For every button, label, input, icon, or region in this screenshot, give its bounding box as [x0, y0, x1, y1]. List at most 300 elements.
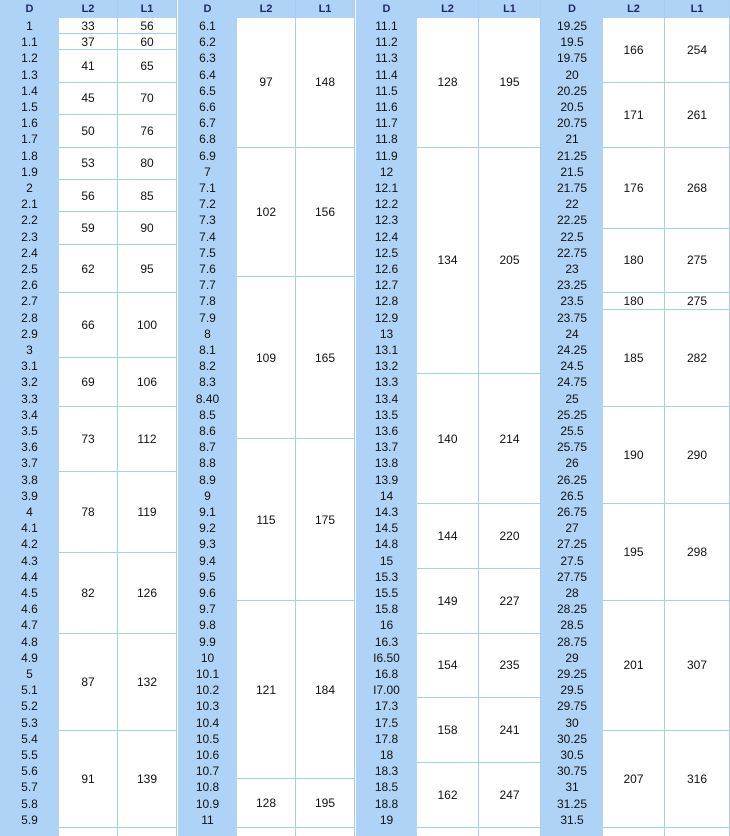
d-value: 9.8 [199, 618, 216, 633]
d-value: 4.6 [21, 602, 38, 617]
l1-value [118, 634, 176, 731]
l1-header: L1 [665, 0, 729, 18]
d-value: 9.1 [199, 505, 216, 519]
l2-value [237, 779, 295, 828]
l2-text: 180 [623, 293, 644, 308]
l1-column [296, 0, 355, 836]
d-value: 8.2 [199, 359, 216, 374]
l2-text: 185 [623, 350, 644, 365]
l1-header: L1 [296, 0, 354, 18]
l2-value [237, 148, 295, 278]
d-value: 7.4 [199, 229, 216, 244]
l1-value [296, 601, 354, 779]
d-value: 5.9 [21, 812, 38, 827]
l1-text: 307 [686, 658, 708, 673]
d-value: I6.50 [373, 650, 400, 665]
d-value: 15.3 [374, 569, 399, 584]
d-value: 4.2 [21, 537, 38, 552]
l2-header: L2 [237, 0, 295, 18]
l2-value [59, 293, 117, 358]
l2-text: 45 [81, 91, 95, 106]
l1-column [479, 0, 541, 836]
l2-value [59, 472, 117, 553]
l1-text: 220 [499, 528, 520, 543]
l2-value [59, 407, 117, 472]
d-value: 3.1 [21, 359, 38, 374]
l1-value [118, 407, 176, 472]
l1-text: 235 [499, 658, 520, 673]
l2-text: 171 [623, 107, 644, 122]
l1-text: 205 [499, 253, 520, 268]
d-value: 1.6 [21, 116, 38, 131]
l1-text: 175 [314, 512, 336, 527]
d-value: I7.00 [373, 683, 400, 698]
l2-value [59, 634, 117, 731]
d-value: 28.25 [556, 602, 588, 617]
l1-value [118, 34, 176, 50]
d-value: 13.5 [374, 407, 399, 422]
l2-value [417, 374, 478, 504]
l2-text: 180 [623, 253, 644, 268]
l2-text: 59 [81, 221, 95, 236]
d-header: D [541, 0, 603, 18]
d-value: 24 [565, 326, 579, 341]
l1-value [479, 374, 540, 504]
d-value: 8.40 [195, 391, 220, 406]
d-value: 5 [26, 667, 33, 681]
d-value: 21 [565, 132, 579, 147]
d-value: 19.25 [556, 19, 588, 33]
l1-value [665, 293, 729, 309]
d-value: 28.75 [556, 634, 588, 649]
l2-text: 166 [623, 42, 644, 57]
d-value: 31 [565, 780, 579, 795]
d-value: 23 [565, 262, 579, 276]
d-value: 24.25 [556, 343, 588, 357]
l2-text: 201 [623, 658, 644, 673]
d-value: 3.6 [21, 440, 38, 455]
l2-value [603, 504, 664, 601]
d-value: 2.1 [21, 197, 38, 212]
d-value: 13.9 [374, 472, 399, 487]
l2-text: 87 [81, 674, 95, 689]
d-value: 24.75 [556, 375, 588, 390]
d-header: D [356, 0, 417, 18]
l2-text: 97 [259, 75, 273, 90]
l1-text: 275 [686, 253, 708, 268]
d-value: 19.75 [556, 51, 588, 66]
l1-value [118, 115, 176, 147]
l1-text: 76 [140, 123, 154, 138]
d-value: 26.25 [556, 472, 588, 487]
d-value: 29.75 [556, 699, 588, 714]
d-value: 1 [26, 19, 33, 33]
l2-value [237, 18, 295, 148]
d-value: 26.5 [560, 488, 584, 503]
d-value: 1.5 [21, 100, 38, 114]
l1-text: 261 [686, 107, 708, 122]
d-value: 8.7 [199, 440, 216, 455]
d-value: 7.9 [199, 310, 216, 325]
l2-column [603, 0, 665, 836]
l1-text: 65 [140, 59, 154, 74]
d-value: 7.7 [199, 278, 216, 293]
d-value: 5.3 [21, 715, 38, 730]
l1-text: 148 [314, 75, 336, 90]
l1-text: 132 [136, 674, 158, 689]
d-value: 12.1 [374, 181, 399, 195]
d-value: 9.3 [199, 537, 216, 552]
l2-column [237, 0, 296, 836]
d-value: 26 [565, 456, 579, 471]
l2-value [237, 601, 295, 779]
d-column [178, 0, 237, 836]
l2-text: 176 [623, 180, 644, 195]
d-value: 30.5 [560, 748, 584, 762]
l2-value [59, 245, 117, 294]
l2-value [417, 634, 478, 699]
l2-value [417, 504, 478, 569]
d-value: 4 [26, 505, 33, 519]
d-value: 5.6 [21, 764, 38, 779]
l2-text: 207 [623, 771, 644, 786]
d-value: 10.1 [195, 667, 220, 681]
l1-text: 70 [140, 91, 154, 106]
l2-text: 33 [81, 18, 95, 33]
d-value: 2.5 [21, 262, 38, 276]
l2-column [417, 0, 479, 836]
l1-text: 282 [686, 350, 708, 365]
d-value: 10.2 [195, 683, 220, 698]
d-value: 13.1 [374, 343, 399, 357]
d-value: 31.5 [560, 812, 584, 827]
d-value: 6.6 [199, 100, 216, 114]
d-value: 22.75 [556, 245, 588, 260]
d-value: 3.5 [21, 424, 38, 438]
d-value: 24.5 [560, 359, 584, 374]
d-value: 1.4 [21, 83, 38, 98]
d-value: 16 [379, 618, 394, 633]
d-value: 25.75 [556, 440, 588, 455]
l2-header: L2 [59, 0, 117, 18]
l2-value [59, 358, 117, 407]
d-header: D [178, 0, 237, 18]
d-value: 5.4 [21, 731, 38, 746]
l1-text: 241 [499, 723, 520, 738]
d-value: 3.2 [21, 375, 38, 390]
l2-text: 82 [81, 585, 95, 600]
l2-value [59, 115, 117, 147]
d-value: 7.2 [199, 197, 216, 212]
d-value: 4.8 [21, 634, 38, 649]
d-value: 13.4 [374, 391, 399, 406]
d-value: 1.1 [21, 35, 38, 50]
d-value: 22.5 [560, 229, 584, 244]
d-value: 4.7 [21, 618, 38, 633]
l1-header: L1 [479, 0, 540, 18]
l1-value [118, 212, 176, 244]
d-value: 8.8 [199, 456, 216, 471]
d-value: 7.1 [199, 181, 216, 195]
l1-column [118, 0, 177, 836]
l2-text: 56 [81, 188, 95, 203]
d-value: 27.75 [556, 569, 588, 584]
d-value: 9.2 [199, 521, 216, 536]
l2-value [59, 553, 117, 634]
d-value: 2.2 [21, 213, 38, 228]
d-value: 22.25 [556, 213, 588, 228]
d-value: 4.3 [21, 553, 38, 568]
l2-value [417, 763, 478, 828]
d-column [0, 0, 59, 836]
l2-value [603, 293, 664, 309]
d-value: 8.3 [199, 375, 216, 390]
d-value: 11.8 [375, 132, 398, 147]
l1-text: 195 [314, 796, 336, 811]
l2-text: 115 [256, 512, 276, 527]
l2-value [59, 34, 117, 50]
l2-text: 190 [623, 447, 644, 462]
d-value: 14.5 [374, 521, 399, 536]
d-value: 18 [379, 748, 394, 762]
d-value: 7.8 [199, 294, 216, 309]
d-value: 6.5 [199, 83, 216, 98]
d-value: 12.5 [374, 245, 399, 260]
d-value: 11.6 [375, 100, 398, 114]
l1-value [118, 50, 176, 82]
l1-text: 195 [499, 75, 520, 90]
l2-text: 41 [81, 59, 95, 74]
d-value: 20.75 [556, 116, 588, 131]
d-value: 3.8 [21, 472, 38, 487]
d-value: 8.6 [199, 424, 216, 438]
d-value: 9 [204, 488, 211, 503]
l1-value [118, 148, 176, 180]
d-value: 9.6 [199, 586, 216, 600]
d-value: 2.4 [21, 245, 38, 260]
d-value: 17.5 [374, 715, 399, 730]
l2-text: 128 [437, 75, 458, 90]
d-value: 6.4 [199, 67, 216, 82]
l1-text: 298 [686, 545, 708, 560]
d-value: 30.75 [556, 764, 588, 779]
l2-value [603, 229, 664, 294]
d-value: 12.2 [374, 197, 399, 212]
d-value: 21.5 [560, 164, 584, 179]
d-value: 29 [565, 650, 579, 665]
l1-value [296, 779, 354, 828]
l2-value [603, 83, 664, 148]
d-value: 9.9 [199, 634, 216, 649]
d-value: 12.4 [374, 229, 399, 244]
l2-value [603, 310, 664, 407]
d-value: 13.8 [374, 456, 399, 471]
d-value: 4.5 [21, 586, 38, 600]
l1-value [665, 504, 729, 601]
d-value: 8.9 [199, 472, 216, 487]
l2-text: 53 [81, 156, 95, 171]
l2-text: 121 [255, 682, 277, 697]
d-value: 9.7 [199, 602, 216, 617]
l2-text: 78 [81, 504, 95, 519]
d-value: 12.6 [374, 262, 399, 276]
d-value: 12.8 [374, 294, 399, 309]
l1-value [118, 553, 176, 634]
l1-value [296, 148, 354, 278]
l1-value [665, 148, 729, 229]
d-value: 10.3 [195, 699, 220, 714]
d-value: 6.3 [199, 51, 216, 66]
l2-value [59, 180, 117, 212]
d-value: 27.5 [560, 553, 584, 568]
d-value: 5.1 [21, 683, 38, 698]
l1-text: 100 [136, 318, 158, 333]
l1-value [479, 504, 540, 569]
d-value: 19.5 [560, 35, 584, 50]
d-value: 6.7 [199, 116, 216, 131]
d-value: 25 [565, 391, 579, 406]
l1-value [118, 358, 176, 407]
l1-column [665, 0, 730, 836]
l2-value [237, 277, 295, 439]
l1-text: 214 [499, 431, 520, 446]
l1-value [665, 601, 729, 731]
d-value: 3.3 [21, 391, 38, 406]
d-value: 20 [565, 67, 579, 82]
d-value: 27 [565, 521, 579, 536]
l1-value [118, 180, 176, 212]
d-value: 6.2 [199, 35, 216, 50]
d-value: 10.8 [195, 780, 220, 795]
l2-column [59, 0, 118, 836]
d-value: 29.5 [560, 683, 584, 698]
l1-value [665, 407, 729, 504]
d-value: 3.7 [21, 456, 38, 471]
d-value: 12.9 [374, 310, 399, 325]
d-value: 11.5 [375, 83, 398, 98]
d-value: 22 [565, 197, 579, 212]
d-value: 27.25 [556, 537, 588, 552]
d-value: 2 [26, 181, 33, 195]
l1-value [118, 731, 176, 828]
l1-value [665, 229, 729, 294]
d-value: 11 [201, 812, 214, 827]
l2-text: 154 [437, 658, 458, 673]
d-value: 4.4 [21, 569, 38, 584]
l1-value [118, 472, 176, 553]
l1-value [118, 18, 176, 34]
d-value: 3 [26, 343, 33, 357]
l1-value [479, 569, 540, 634]
d-value: 10.9 [195, 796, 220, 811]
d-value: 9.4 [199, 553, 216, 568]
d-value: 14 [379, 488, 394, 503]
d-value: 18.5 [374, 780, 399, 795]
l2-text: 128 [255, 796, 277, 811]
l1-text: 184 [314, 682, 336, 697]
d-value: 25.25 [556, 407, 588, 422]
l2-value [59, 50, 117, 82]
l1-value [479, 148, 540, 375]
l2-text: 50 [81, 123, 95, 138]
l2-value [417, 18, 478, 148]
d-value: 18.8 [374, 796, 399, 811]
l2-text: 140 [437, 431, 458, 446]
l1-value [665, 18, 729, 83]
l2-text: 102 [255, 204, 277, 219]
l1-text: 119 [137, 504, 157, 519]
d-value: 30 [565, 715, 579, 730]
d-value: 8.1 [199, 343, 216, 357]
l1-text: 56 [140, 18, 154, 33]
d-value: 11.1 [375, 19, 398, 33]
l2-text: 62 [81, 261, 95, 276]
l1-text: 268 [686, 180, 708, 195]
d-value: 29.25 [556, 667, 588, 681]
d-value: 5.5 [21, 748, 38, 762]
d-value: 11.7 [375, 116, 398, 131]
d-value: 1.9 [21, 164, 38, 179]
l1-text: 139 [136, 771, 158, 786]
l2-value [59, 148, 117, 180]
l2-text: 109 [255, 350, 277, 365]
d-value: 2.3 [21, 229, 38, 244]
l2-value [59, 731, 117, 828]
d-value: 20.5 [560, 100, 584, 114]
l2-value [603, 731, 664, 828]
d-value: 28 [565, 586, 579, 600]
d-value: 2.9 [21, 326, 38, 341]
l2-value [417, 569, 478, 634]
d-value: 4.9 [21, 650, 38, 665]
l1-value [479, 698, 540, 763]
l1-text: 247 [499, 788, 520, 803]
l2-text: 73 [81, 431, 95, 446]
l2-value [603, 601, 664, 731]
l2-header: L2 [417, 0, 478, 18]
l1-text: 95 [140, 261, 154, 276]
d-value: 13.6 [374, 424, 399, 438]
d-value: 3.4 [21, 407, 38, 422]
d-value: 13.2 [374, 359, 399, 374]
d-value: 30.25 [556, 731, 588, 746]
l2-value [59, 18, 117, 34]
l1-text: 275 [686, 293, 708, 308]
l1-text: 254 [686, 42, 708, 57]
l1-text: 227 [499, 593, 520, 608]
d-value: 1.7 [21, 132, 38, 147]
d-value: 14.3 [374, 505, 399, 519]
d-value: 14.8 [374, 537, 399, 552]
l1-value [118, 293, 176, 358]
l1-value [479, 763, 540, 828]
d-value: 7.5 [199, 245, 216, 260]
d-value: 6.8 [199, 132, 216, 147]
d-value: 13 [379, 326, 394, 341]
l2-value [59, 212, 117, 244]
l2-text: 144 [437, 528, 458, 543]
d-value: 1.8 [21, 148, 38, 163]
l2-value [237, 439, 295, 601]
l2-text: 134 [437, 253, 458, 268]
d-value: 6.9 [199, 148, 216, 163]
d-column [541, 0, 603, 836]
d-value: 5.8 [21, 796, 38, 811]
l1-text: 106 [136, 374, 158, 389]
d-value: 17.8 [374, 731, 399, 746]
l2-value [603, 148, 664, 229]
d-value: 2.6 [21, 278, 38, 293]
